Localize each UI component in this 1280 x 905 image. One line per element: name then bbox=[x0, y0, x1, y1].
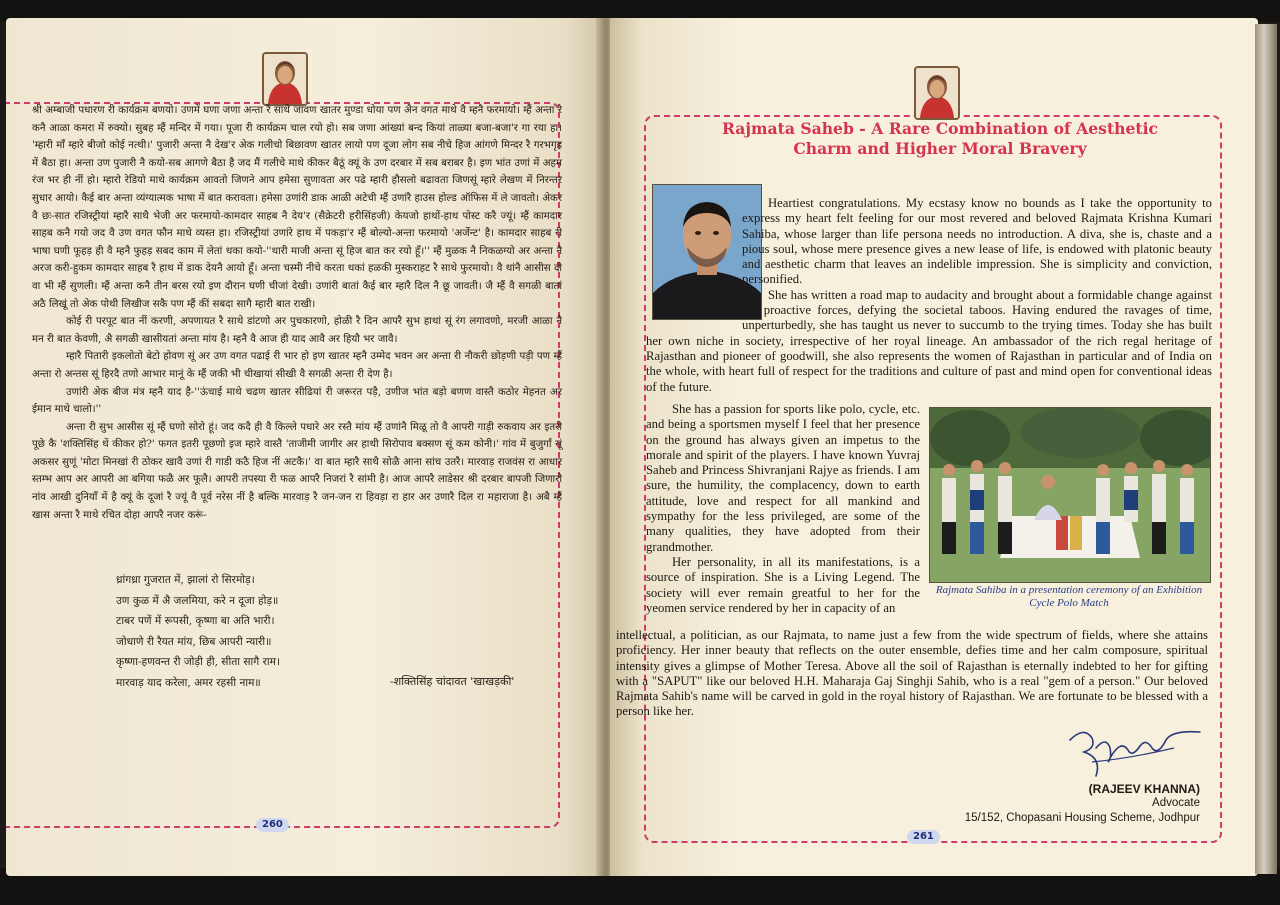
doha-poem bbox=[116, 570, 280, 694]
hindi-article-body bbox=[32, 102, 562, 524]
book-page-edges bbox=[1255, 24, 1277, 874]
article-intro bbox=[646, 196, 1212, 395]
author-name: (RAJEEV KHANNA) bbox=[1088, 782, 1200, 796]
poem-line: उण कुळ में अै जलमिया, करे न दूजा होड़॥ bbox=[116, 594, 279, 607]
photo-caption: Rajmata Sahiba in a presentation ceremony of an Exhibition Cycle Polo Match bbox=[935, 584, 1203, 609]
photo-spacer bbox=[618, 188, 728, 322]
right-page bbox=[610, 18, 1258, 876]
author-role: Advocate bbox=[1152, 797, 1200, 809]
author-address: 15/152, Chopasani Housing Scheme, Jodhpur bbox=[964, 812, 1200, 824]
poem-line: मारवाड़ याद करेला, अमर रहसी नाम॥ bbox=[116, 676, 261, 689]
handwritten-signature bbox=[1062, 718, 1202, 782]
article-title: Rajmata Saheb - A Rare Combination of Aesthetic Charm and Higher Moral Bravery bbox=[721, 119, 1159, 158]
poem-line: ध्रांगध्रा गुजरात में, झालां रो सिरमोड़। bbox=[116, 574, 255, 586]
page-number-left: 260 bbox=[256, 818, 289, 832]
rajmata-portrait-icon bbox=[262, 52, 308, 106]
hindi-paragraph: कोई री परपूट बात नीं करणी, अपणायत रै साथे डांटणो अर पुचकारणो, होळी रै दिन आपरै सुभ हाथां सूं रंग लगावणो, मरजी आळा नै मन री बात केवणी, अै सगळी खासीयतां अन्ता मांय है। म्हनै वै आज ही याद आवै अर हियौ भर जावै। bbox=[32, 316, 562, 345]
left-page bbox=[6, 18, 606, 876]
hindi-paragraph: म्हारै पितारी इकलोतो बेटो होवण सूं अर उण वगत पढाई री भार हो इण खातर म्हनै उम्मेद भवन अर अन्ता री नौकरी छोड़णी पड़ी पण म्हैं अन्ता रो अन्तस सूं हिरदै तणो आभार मानूं के म्हैं जकी भी चीखायां सीखी वै सगळी अन्ता री देण है। bbox=[32, 351, 562, 380]
english-paragraph: intellectual, a politician, as our Rajmata, to name just a few from the wide spectrum of fields, where she attains proficiency. Her inner beauty that reflects on the outer ensemble, defies time and her calm composure, spiritual intensity gives a glimpse of Mother Teresa. Above all the soil of Rajasthan is eternally indebted to her for gifting with a "SAPUT" like our beloved H.H. Maharaja Gaj Singhji Sahib, who is a real "gem of a person." Our beloved Rajmata Sahib's name will be carved in gold in the royal history of Rajasthan. We are fortunate to be blessed with a person like her. bbox=[616, 628, 1208, 719]
article-column bbox=[646, 402, 920, 616]
poem-line: टाबर पणें में रूपसी, कृष्णा बा अति भारी। bbox=[116, 615, 275, 628]
article-closing bbox=[616, 628, 1208, 720]
hindi-paragraph: श्री अम्बाजी पधारण री कार्यक्रम बणयो। उणमें घणा जणा अन्ता रै साथे जावण खातर मुण्डा धोया पण अैन वगत माथे वै म्हनै फरमायो। म्हैं अन्ता रै कनै आळा कमरा में रुक्यो। सुबह म्हैं मन्दिर में गया। पूजा री कार्यक्रम चाल रयो हो। सब जणा आंख्यां बन्द कियां ताळ्या बजा-बजा'र गा रया हा। 'म्हारी माँ म्हारे बीजो कोई नत्थी।' पुजारी अन्ता नै देख'र अेक गलीचो बिछावण खातर लायो पण दूजा लोग सब नीचे हिज आंगणे मिन्दर रै गरभगृह में बैठा हा। अन्ता उण पुजारी नै कयो-सब आगणे बैठा है जद मैं गलीचे माथे कीकर बैठूं क्यूं के उण दरबार में सब बराबर है। इण भांत उणां में अहम रंज भर ही नीं हो। म्हारो रेडियो माथे कार्यक्रम आवतो जिणने आप हमेसा सुणावता अर पढे म्हारी हौसलो बढावता जिणसूं म्हारे लेखण में निरन्तर सुधार आयो। कैई बार अन्ता व्यंग्यात्मक भाषा में बात करावता। हमेसा उणांरी डाक आळी अटेची म्हैं उणांरै हाउस होल्ड ऑफिस में ले जावतो। अेकर वै छः-सात रजिस्ट्रीयां म्हारै साथै भेजी अर फरमायो-कामदार साहब नै देय'र (सैक्रेटरी हरीसिंहजी) केयजो हाथों-हाथ पोस्ट करै ज्यूं। म्हैं कामदार साहब कनै गयो जद वै उण वगत फौन माथे व्यस्त हा। रजिस्ट्रीयां उणांरे हाथ में पकड़ा'र म्हैं बोल्यो-अन्ता फरमायो 'अर्जेन्ट' है। कामदार साहब री भाषा घणी फूहड़ ही वै म्हनै फुहड़ सबद काम में लेतां थका कयो-''थारी माजी अन्ता सूं हिज बात कर रयो हूँ।'' म्हैं मुळक नै निकळग्यो अर अन्ता नै अरज करी-हुकम कामदार साहब रै हाथ में डाक देयनै आयो हूँ। अन्ता चस्मी नीचे करता थकां हळकी मुस्कराहट रै साथे फुरमायो। वै थांनै आसीस दी वा भी म्हैं सुणली। म्हैं अन्ता कनै तीन बरस रयो इण दौरान घणी चीजां देखी। उणांरी बातां कैई बार म्हारै दिल नै छू जावती। जै म्हैं वै सगळी बातां अठै लिखूं तो अेक पोथी लिखीज सकै पण म्हैं कीं सबदा सागै म्हारी बात राखी। bbox=[32, 105, 562, 310]
poem-line: जोधाणे री रैयत मांय, छिब आपरी न्यारी॥ bbox=[116, 635, 272, 648]
poem-line: कृष्णा-हणवन्त री जोड़ी ही, सीता सागै राम। bbox=[116, 656, 281, 669]
hindi-paragraph: उणांरी अेक बीज मंत्र म्हनै याद है-''ऊंचाई माथे चढण खातर सीढियां री जरूरत पड़ै, उणीज भांत बड़ो बणण वास्तै कठोर मेहनत अर ईमान माथे चालो।'' bbox=[32, 386, 562, 416]
english-paragraph: Heartiest congratulations. My ecstasy know no bounds as I take the opportunity to express my heart felt feeling for our most revered and beloved Rajmata Krishna Kumari Sahiba, whose larger than life persona needs no introduction. A diva, she is, chaste and a pious soul, whose mere presence gives a new lease of life, is endowed with platonic beauty and aesthetic charm that leaves an indelible impression. She is simplicity and conviction, personified. bbox=[742, 196, 1212, 287]
polo-ceremony-photo bbox=[929, 407, 1211, 583]
hindi-author-signature: -शक्तिसिंह चांदावत 'खाखड़की' bbox=[390, 675, 515, 688]
hindi-paragraph: अन्ता री सुभ आसीस सूं म्हैं घणो सोरो हूं। जद कदै ही वै किल्ले पधारे अर रस्तै मांय म्हैं उणांनै मिळू तो वै आपरी गाड़ी रुकवाय अर इतरी पूछे कै 'शक्तिसिंह थें कीकर हो?' फगत इतरी पूछणो इज म्हारे वास्तै 'ताजीमी जागीर अर हाथी सिरोपाव बक्सण सूं कम कोनी।' गांव में बुजुर्गां सूं अकसर सुणूं 'मोटा मिनखां री ठोकर खावै उणां री गाडी कठै हिज नीं अटकै।' वा बात म्हारै साथै सोळै आना सांच उतरै। मारवाड़ राजवंस रा आधार स्तम्भ आप अर आपरी आ बगिया फळै अर फूलै। आपरी तपस्या री फळ आपरै निजरां रै सांमी है। आज आपरै लाडेसर श्री दरबार बापजी जिणारो नांव आखी दुनियाँ में है क्यूं के दूजां रै ज्यूं वै पूर्व नरेस नीं है बल्कि मारवाड़ रै जन-जन रा हिवड़ा रा हार अर उणारै दिल रा महाराजा है। अबै म्हैं खास अन्ता रै माथे रचित दोहा आपरै नजर करूं- bbox=[32, 421, 562, 521]
page-number-right: 261 bbox=[907, 830, 940, 844]
rajmata-portrait-icon bbox=[914, 66, 960, 120]
english-paragraph: She has written a road map to audacity and brought about a formidable change against the proactive forces, defying the societal taboos. Having endured the ravages of time, unperturbedly, she has taught us never to succumb to the trying times. Today she has built her own niche in society, irrespective of her royal lineage. An ambassador of the rich regal heritage of Rajasthan and pioneer of goodwill, she also represents the women of Rajasthan in particular and of India on the whole, with heart full of respect for the traditions and culture of past and mind open for conventional ideas of the future. bbox=[646, 287, 1212, 394]
english-paragraph: Her personality, in all its manifestations, is a source of inspiration. She is a Living Legend. The society will ever remain greatful to her for the yeomen service rendered by her in capacity of an bbox=[646, 554, 920, 615]
english-paragraph: She has a passion for sports like polo, cycle, etc. and being a sportsmen myself I feel that her presence on the ground has always given an impetus to the morale and spirit of the players. I have known Yuvraj Saheb and Princess Shivranjani Rajye as friends. I am sure, the humility, the complacency, down to earth attitude, love and respect for all mankind and sympathy for the less privileged, are some of the many qualities, they have adopted from their grandmother. bbox=[646, 402, 920, 554]
